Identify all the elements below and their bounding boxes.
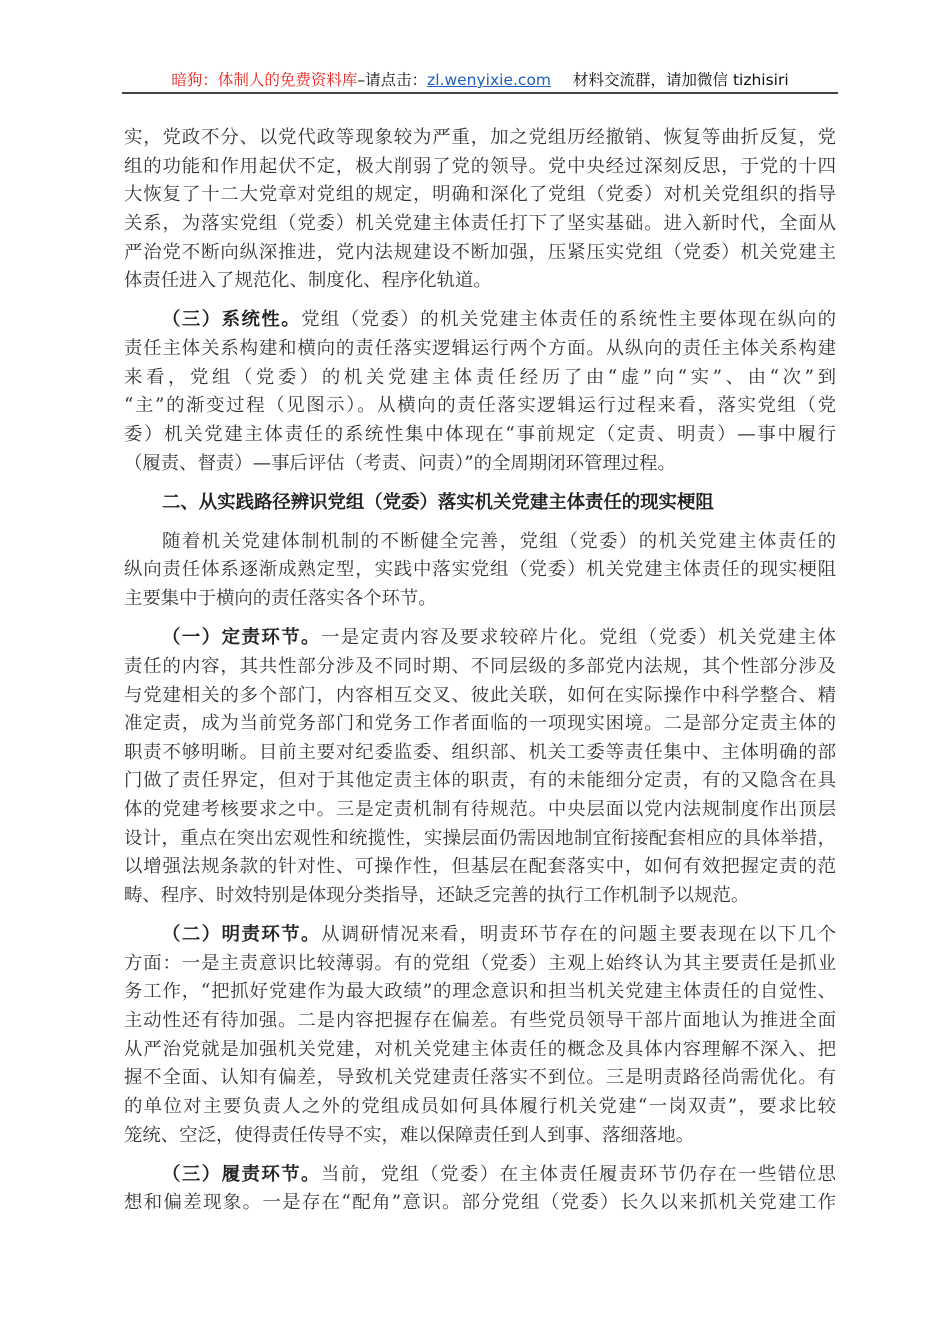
line-text: 从严治党就是加强机关党建，对机关党建主体责任的概念及具体内容理解不深入、把 (124, 1038, 836, 1060)
line-text: 严治党不断向纵深推进，党内法规建设不断加强，压紧压实党组（党委）机关党建主 (124, 241, 836, 263)
line-text: 随着机关党建体制机制的不断健全完善，党组（党委）的机关党建主体责任的 (162, 530, 836, 552)
paragraph-lead: （二）明责环节。 (162, 924, 321, 946)
paragraph (124, 528, 836, 614)
text-line (124, 528, 836, 557)
text-line (124, 1122, 836, 1151)
line-text: 来看，党组（党委）的机关党建主体责任经历了由“虚”向“实”、由“次”到 (124, 366, 836, 388)
text-line (124, 825, 836, 854)
line-text: 笼统、空泛，使得责任传导不实，难以保障责任到人到事、落细落地。 (124, 1124, 695, 1146)
paragraph-lead: （一）定责环节。 (162, 627, 321, 649)
text-line (124, 210, 836, 239)
paragraph (124, 921, 836, 1150)
text-line (124, 306, 836, 335)
line-text: 职责不够明晰。目前主要对纪委监委、组织部、机关工委等责任集中、主体明确的部 (124, 741, 836, 763)
line-text: 的单位对主要负责人之外的党组成员如何具体履行机关党建“一岗双责”，要求比较 (124, 1096, 836, 1117)
text-line (124, 124, 836, 153)
text-line (124, 585, 836, 614)
header-rule (122, 92, 838, 94)
page-header (122, 68, 838, 90)
line-text: 大恢复了十二大党章对党组的规定，明确和深化了党组（党委）对机关党组织的指导 (124, 184, 836, 206)
text-line (124, 921, 836, 950)
text-line (124, 653, 836, 682)
line-text: 纵向责任体系逐渐成熟定型，实践中落实党组（党委）机关党建主体责任的现实梗阻 (124, 559, 836, 581)
line-text: 责任的内容，其共性部分涉及不同时期、不同层级的多部党内法规，其个性部分涉及 (124, 655, 836, 677)
line-text: 关系，为落实党组（党委）机关党建主体责任打下了坚实基础。进入新时代，全面从 (124, 212, 836, 234)
text-line (124, 739, 836, 768)
text-line (124, 682, 836, 711)
line-text: 组的功能和作用起伏不定，极大削弱了党的领导。党中央经过深刻反思，于党的十四 (124, 155, 836, 177)
text-line (124, 950, 836, 979)
text-line (124, 1036, 836, 1065)
header-contact: 材料交流群，请加微信 tizhisiri (573, 71, 789, 89)
text-line (124, 181, 836, 210)
line-text: 一是定责内容及要求较碎片化。党组（党委）机关党建主体 (320, 627, 836, 649)
line-text: 主动性还有待加强。二是内容把握存在偏差。有些党员领导干部片面地认为推进全面 (124, 1010, 836, 1032)
text-line (124, 267, 836, 296)
line-text: 主要集中于横向的责任落实各个环节。 (124, 588, 437, 610)
text-line (124, 335, 836, 364)
text-line (124, 153, 836, 182)
text-line (124, 978, 836, 1007)
paragraph (124, 124, 836, 296)
line-text: 责任主体关系构建和横向的责任落实逻辑运行两个方面。从纵向的责任主体关系构建 (124, 337, 836, 359)
line-text: “主”的渐变过程（见图示）。从横向的责任落实逻辑运行过程来看，落实党组（党 (124, 395, 836, 417)
paragraph (124, 624, 836, 910)
text-line (124, 421, 836, 450)
text-line (124, 1064, 836, 1093)
text-line (124, 882, 836, 911)
text-line (124, 767, 836, 796)
header-brand: 暗狗：体制人的免费资料库 (171, 71, 358, 89)
text-line (124, 392, 836, 421)
line-text: 准定责，成为当前党务部门和党务工作者面临的一项现实困境。二是部分定责主体的 (124, 713, 836, 735)
document-body (124, 124, 836, 1229)
text-line (124, 364, 836, 393)
line-text: 体的党建考核要求之中。三是定责机制有待规范。中央层面以党内法规制度作出顶层 (124, 799, 836, 821)
text-line (124, 239, 836, 268)
text-line (124, 796, 836, 825)
line-text: 实，党政不分、以党代政等现象较为严重，加之党组历经撤销、恢复等曲折反复，党 (124, 127, 836, 148)
line-text: 体责任进入了规范化、制度化、程序化轨道。 (124, 270, 492, 292)
paragraph (124, 306, 836, 478)
text-line (124, 556, 836, 585)
line-text: 以增强法规条款的针对性、可操作性，但基层在配套落实中，如何有效把握定责的范 (124, 856, 836, 878)
text-line (124, 710, 836, 739)
line-text: 畴、程序、时效特别是体现分类指导，还缺乏完善的执行工作机制予以规范。 (124, 885, 750, 907)
line-text: 握不全面、认知有偏差，导致机关党建责任落实不到位。三是明责路径尚需优化。有 (124, 1067, 836, 1089)
header-prompt: –请点击： (357, 71, 428, 89)
header-link[interactable]: zl.wenyixie.com (427, 71, 552, 89)
line-text: 党组（党委）的机关党建主体责任的系统性主要体现在纵向的 (301, 309, 836, 331)
text-line (124, 1007, 836, 1036)
line-text: 务工作，“把抓好党建作为最大政绩”的理念意识和担当机关党建主体责任的自觉性、 (124, 981, 836, 1003)
paragraph-lead: （三）履责环节。 (162, 1163, 321, 1185)
line-text: 设计，重点在突出宏观性和统揽性，实操层面仍需因地制宜衔接配套相应的具体举措， (124, 827, 836, 849)
line-text: （履责、督责）—事后评估（考责、问责）”的全周期闭环管理过程。 (124, 452, 676, 474)
text-line (124, 853, 836, 882)
text-line (124, 1093, 836, 1122)
line-text: 方面：一是主责意识比较薄弱。有的党组（党委）主观上始终认为其主要责任是抓业 (124, 952, 836, 974)
line-text: 从调研情况来看，明责环节存在的问题主要表现在以下几个 (320, 924, 836, 946)
text-line (124, 450, 836, 479)
line-text: 想和偏差现象。一是存在“配角”意识。部分党组（党委）长久以来抓机关党建工作 (124, 1192, 836, 1214)
paragraph (124, 1161, 836, 1218)
text-line (124, 1161, 836, 1190)
text-line (124, 1189, 836, 1218)
paragraph-lead: （三）系统性。 (162, 309, 302, 331)
line-text: 与党建相关的多个部门，内容相互交叉、彼此关联，如何在实际操作中科学整合、精 (124, 684, 836, 706)
line-text: 门做了责任界定，但对于其他定责主体的职责，有的未能细分定责，有的又隐含在具 (124, 770, 836, 792)
line-text: 委）机关党建主体责任的系统性集中体现在“事前规定（定责、明责）—事中履行 (124, 423, 836, 445)
section-heading: 二、从实践路径辨识党组（党委）落实机关党建主体责任的现实梗阻 (162, 491, 714, 513)
line-text: 当前，党组（党委）在主体责任履责环节仍存在一些错位思 (320, 1163, 836, 1185)
text-line (124, 624, 836, 653)
